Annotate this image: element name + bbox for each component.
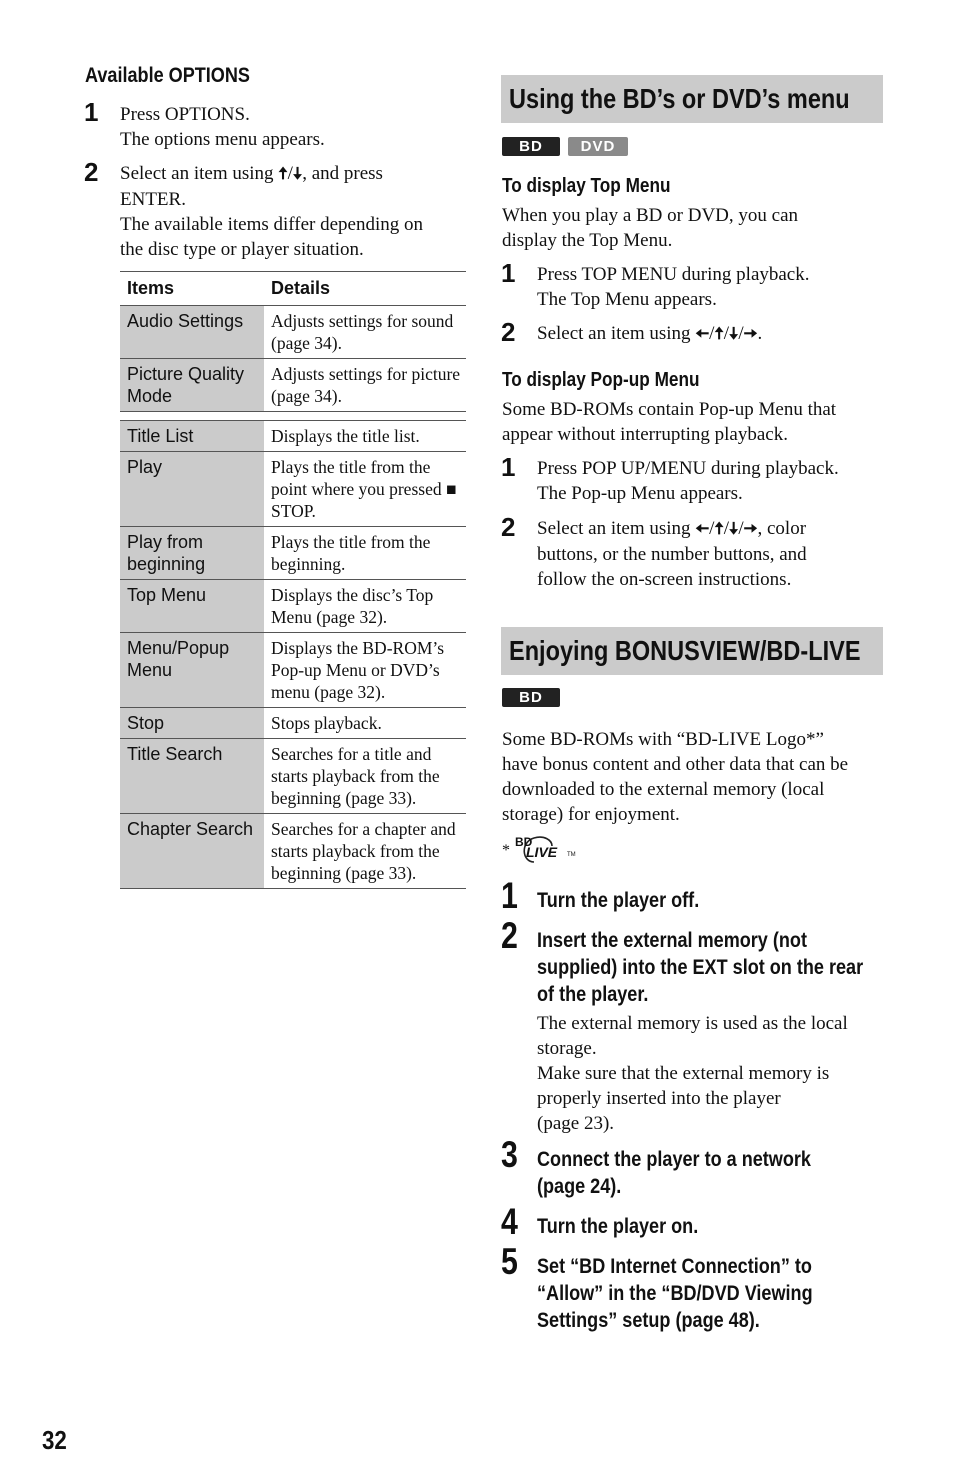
step-line: of the player. xyxy=(537,983,649,1006)
popup-intro xyxy=(502,397,836,447)
step-line: Turn the player on. xyxy=(537,1215,699,1238)
table-row xyxy=(120,739,466,814)
top-menu-step-1 xyxy=(537,262,810,312)
step-2-line2: ENTER. xyxy=(120,189,186,210)
step-number: 2 xyxy=(501,915,518,956)
table-row xyxy=(120,359,466,412)
detail-cell: Searches for a title and starts playback from the beginning (page 33). xyxy=(264,739,466,814)
step-text: Press POP UP/MENU during playback. xyxy=(537,458,839,479)
step-number: 5 xyxy=(501,1241,518,1282)
popup-step-2: Select an item using 🠄/🠅/🠇/🠆, color buttons, or the number buttons, and follow the on-screen instructions. xyxy=(537,518,807,590)
step-number: 3 xyxy=(501,1134,518,1175)
table-row xyxy=(120,421,466,452)
step-2 xyxy=(120,161,465,262)
page-number: 32 xyxy=(42,1425,67,1455)
top-menu-step-2: Select an item using 🠄/🠅/🠇/🠆. xyxy=(537,323,763,344)
detail-cell: Displays the disc’s Top Menu (page 32). xyxy=(264,580,466,633)
step-line: “Allow” in the “BD/DVD Viewing xyxy=(537,1282,813,1305)
step-number: 4 xyxy=(501,1201,518,1242)
item-cell: Play from beginning xyxy=(120,527,264,580)
step-number: 1 xyxy=(501,875,518,916)
intro-line: Some BD-ROMs contain Pop-up Menu that xyxy=(502,399,837,420)
up-arrow-icon: 🠅 xyxy=(714,324,724,344)
dvd-badge: DVD xyxy=(568,137,628,156)
step-sub: The external memory is used as the local xyxy=(537,1013,848,1034)
table-row xyxy=(120,580,466,633)
step-1 xyxy=(120,102,325,152)
footnote-star: * xyxy=(502,842,510,859)
step-number: 1 xyxy=(501,452,516,482)
down-arrow-icon: 🠇 xyxy=(292,164,303,184)
intro-line: Some BD-ROMs with “BD-LIVE Logo*” xyxy=(502,729,824,750)
bd-live-logo xyxy=(502,832,592,866)
bonus-intro xyxy=(502,727,848,827)
item-cell: Top Menu xyxy=(120,580,264,633)
detail-cell: Plays the title from the beginning. xyxy=(264,527,466,580)
step-sub: (page 23). xyxy=(537,1113,615,1134)
detail-cell: Stops playback. xyxy=(264,708,466,739)
top-menu-intro xyxy=(502,203,798,253)
table-row xyxy=(120,708,466,739)
logo-live-text: LIVE xyxy=(526,844,558,860)
table-row xyxy=(120,633,466,708)
detail-cell: Adjusts settings for picture (page 34). xyxy=(264,359,466,412)
step-2-sub: the disc type or player situation. xyxy=(120,239,364,260)
item-cell: Title List xyxy=(120,421,264,452)
step-line: Set “BD Internet Connection” to xyxy=(537,1255,812,1278)
right-arrow-icon: 🠆 xyxy=(743,519,758,539)
left-arrow-icon: 🠄 xyxy=(695,519,710,539)
intro-line: have bonus content and other data that can be xyxy=(502,754,849,775)
popup-step-1 xyxy=(537,456,839,506)
step-sub: The Top Menu appears. xyxy=(537,289,717,310)
intro-line: downloaded to the external memory (local xyxy=(502,779,825,800)
logo-tm-text: TM xyxy=(567,852,576,858)
step-2-text: Select an item using 🠅/🠇, and press xyxy=(120,163,383,184)
item-cell: Menu/Popup Menu xyxy=(120,633,264,708)
down-arrow-icon: 🠇 xyxy=(729,519,739,539)
item-cell: Audio Settings xyxy=(120,306,264,359)
detail-cell: Displays the title list. xyxy=(264,421,466,452)
table-row xyxy=(120,306,466,359)
up-arrow-icon: 🠅 xyxy=(278,164,288,184)
item-cell: Title Search xyxy=(120,739,264,814)
item-cell: Chapter Search xyxy=(120,814,264,889)
bonus-step-5 xyxy=(537,1253,857,1334)
detail-cell: Adjusts settings for sound (page 34). xyxy=(264,306,466,359)
step-number: 1 xyxy=(501,258,516,288)
right-arrow-icon: 🠆 xyxy=(743,324,758,344)
step-line: Turn the player off. xyxy=(537,889,700,912)
step-sub: The Pop-up Menu appears. xyxy=(537,483,743,504)
step-line: Settings” setup (page 48). xyxy=(537,1309,760,1332)
up-arrow-icon: 🠅 xyxy=(714,519,724,539)
options-table xyxy=(120,271,466,889)
table-header xyxy=(120,272,466,306)
bonus-step-4 xyxy=(537,1213,724,1240)
top-menu-heading: To display Top Menu xyxy=(502,175,671,197)
table-row xyxy=(120,814,466,889)
table-row xyxy=(120,527,466,580)
step-sub: storage. xyxy=(537,1038,597,1059)
column-header-details: Details xyxy=(264,272,466,306)
step-line: Connect the player to a network xyxy=(537,1148,811,1171)
bonus-step-2 xyxy=(537,927,916,1008)
step-number: 2 xyxy=(501,512,516,542)
table-row xyxy=(120,452,466,527)
bd-badge: BD xyxy=(502,137,560,156)
step-line: buttons, or the number buttons, and xyxy=(537,544,807,565)
table-gap xyxy=(120,412,466,421)
intro-line: When you play a BD or DVD, you can xyxy=(502,205,799,226)
step-1-text: Press OPTIONS. xyxy=(120,104,250,125)
section-title-bar xyxy=(501,627,883,675)
detail-cell: Searches for a chapter and starts playback from the beginning (page 33). xyxy=(264,814,466,889)
logo-bd-text: BD xyxy=(515,835,533,849)
step-1-sub: The options menu appears. xyxy=(120,129,325,150)
step-number: 1 xyxy=(84,97,99,127)
available-options-heading: Available OPTIONS xyxy=(85,64,250,87)
section-title-bar xyxy=(501,75,883,123)
bd-badge: BD xyxy=(502,688,560,707)
step-text: Press TOP MENU during playback. xyxy=(537,264,810,285)
popup-menu-heading: To display Pop-up Menu xyxy=(502,369,700,391)
section-title: Enjoying BONUSVIEW/BD-LIVE xyxy=(509,635,861,666)
left-arrow-icon: 🠄 xyxy=(695,324,710,344)
bonus-step-1 xyxy=(537,887,726,914)
detail-cell: Plays the title from the point where you pressed ■ STOP. xyxy=(264,452,466,527)
step-line: follow the on-screen instructions. xyxy=(537,569,792,590)
step-line: supplied) into the EXT slot on the rear xyxy=(537,956,864,979)
step-sub: properly inserted into the player xyxy=(537,1088,781,1109)
step-sub: Make sure that the external memory is xyxy=(537,1063,830,1084)
intro-line: display the Top Menu. xyxy=(502,230,673,251)
detail-cell: Displays the BD-ROM’s Pop-up Menu or DVD’s menu (page 32). xyxy=(264,633,466,708)
step-2-sub: The available items differ depending on xyxy=(120,214,424,235)
down-arrow-icon: 🠇 xyxy=(729,324,739,344)
section-title: Using the BD’s or DVD’s menu xyxy=(509,83,850,114)
intro-line: storage) for enjoyment. xyxy=(502,804,680,825)
step-line: Insert the external memory (not xyxy=(537,929,807,952)
step-number: 2 xyxy=(501,317,516,347)
step-number: 2 xyxy=(84,157,99,187)
item-cell: Play xyxy=(120,452,264,527)
bonus-step-3 xyxy=(537,1146,856,1200)
column-header-items: Items xyxy=(120,272,264,306)
step-line: (page 24). xyxy=(537,1175,622,1198)
item-cell: Stop xyxy=(120,708,264,739)
item-cell: Picture Quality Mode xyxy=(120,359,264,412)
bonus-step-2-sub xyxy=(537,1011,848,1136)
intro-line: appear without interrupting playback. xyxy=(502,424,788,445)
